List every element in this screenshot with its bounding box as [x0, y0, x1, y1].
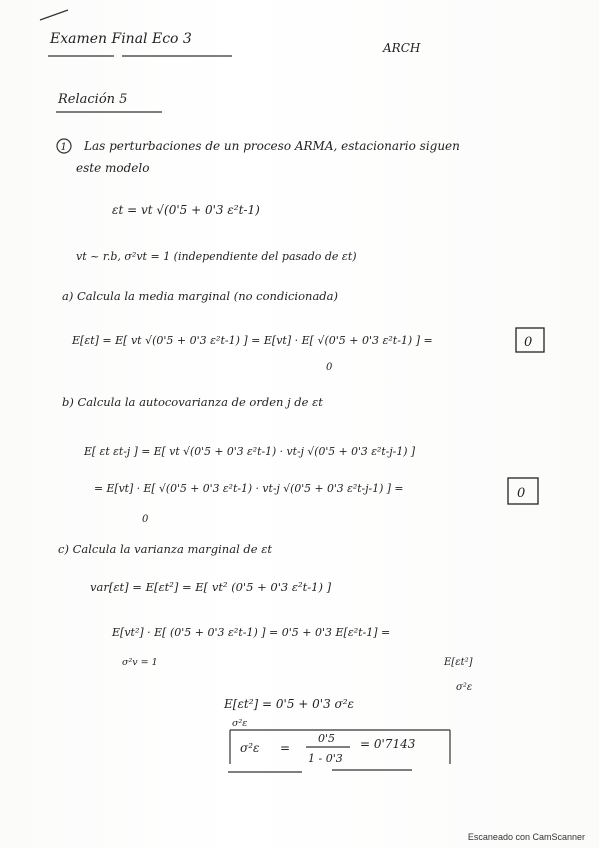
model-equation: εt = vt √(0'5 + 0'3 ε²t-1) — [112, 203, 260, 217]
title-left: Examen Final Eco 3 — [50, 31, 192, 47]
part-b-equation-2: = E[vt] · E[ √(0'5 + 0'3 ε²t-1) · vt-j √(0'5 + 0'3 ε²t-j-1) ] = — [94, 482, 404, 495]
part-c-under-note-3: σ²ε — [456, 682, 473, 693]
part-a-label: a) Calcula la media marginal (no condicionada) — [62, 289, 339, 303]
title-right: ARCH — [383, 41, 421, 55]
corner-stroke — [40, 10, 68, 20]
result-numerator: 0'5 — [318, 732, 336, 745]
scanner-footer: Escaneado con CamScanner — [467, 832, 585, 842]
part-c-equation-1: var[εt] = E[εt²] = E[ vt² (0'5 + 0'3 ε²t-1) ] — [90, 580, 332, 594]
part-a-equation: E[εt] = E[ vt √(0'5 + 0'3 ε²t-1) ] = E[vt] · E[ √(0'5 + 0'3 ε²t-1) ] = — [72, 334, 433, 347]
section-title: Relación 5 — [58, 92, 128, 107]
problem-number: 1 — [60, 142, 67, 153]
part-a-result: 0 — [524, 335, 533, 350]
part-b-result: 0 — [517, 486, 526, 501]
result-denominator: 1 - 0'3 — [308, 752, 343, 765]
result-lhs: σ²ε — [240, 741, 260, 755]
result-equals: = — [280, 741, 291, 755]
result-value: = 0'7143 — [360, 737, 416, 751]
part-b-equation-1: E[ εt εt-j ] = E[ vt √(0'5 + 0'3 ε²t-1) · vt-j √(0'5 + 0'3 ε²t-j-1) ] — [84, 445, 416, 458]
part-c-under-note-1: σ²v = 1 — [122, 657, 158, 668]
part-b-under-note: 0 — [142, 514, 149, 525]
statement-line-1: Las perturbaciones de un proceso ARMA, estacionario siguen — [84, 139, 460, 153]
part-b-label: b) Calcula la autocovarianza de orden j de εt — [62, 395, 323, 409]
statement-line-2: este modelo — [76, 161, 150, 175]
part-c-label: c) Calcula la varianza marginal de εt — [58, 542, 273, 556]
part-c-equation-3: E[εt²] = 0'5 + 0'3 σ²ε — [224, 697, 354, 711]
part-c-under-note-2: E[εt²] — [444, 657, 473, 668]
result-underlines — [228, 770, 412, 772]
part-c-under-note-4: σ²ε — [232, 718, 248, 729]
part-a-under-note: 0 — [326, 362, 333, 373]
part-c-equation-2: E[vt²] · E[ (0'5 + 0'3 ε²t-1) ] = 0'5 + 0'3 E[ε²t-1] = — [112, 626, 391, 639]
assumption: vt ~ r.b, σ²vt = 1 (independiente del pasado de εt) — [76, 250, 357, 263]
